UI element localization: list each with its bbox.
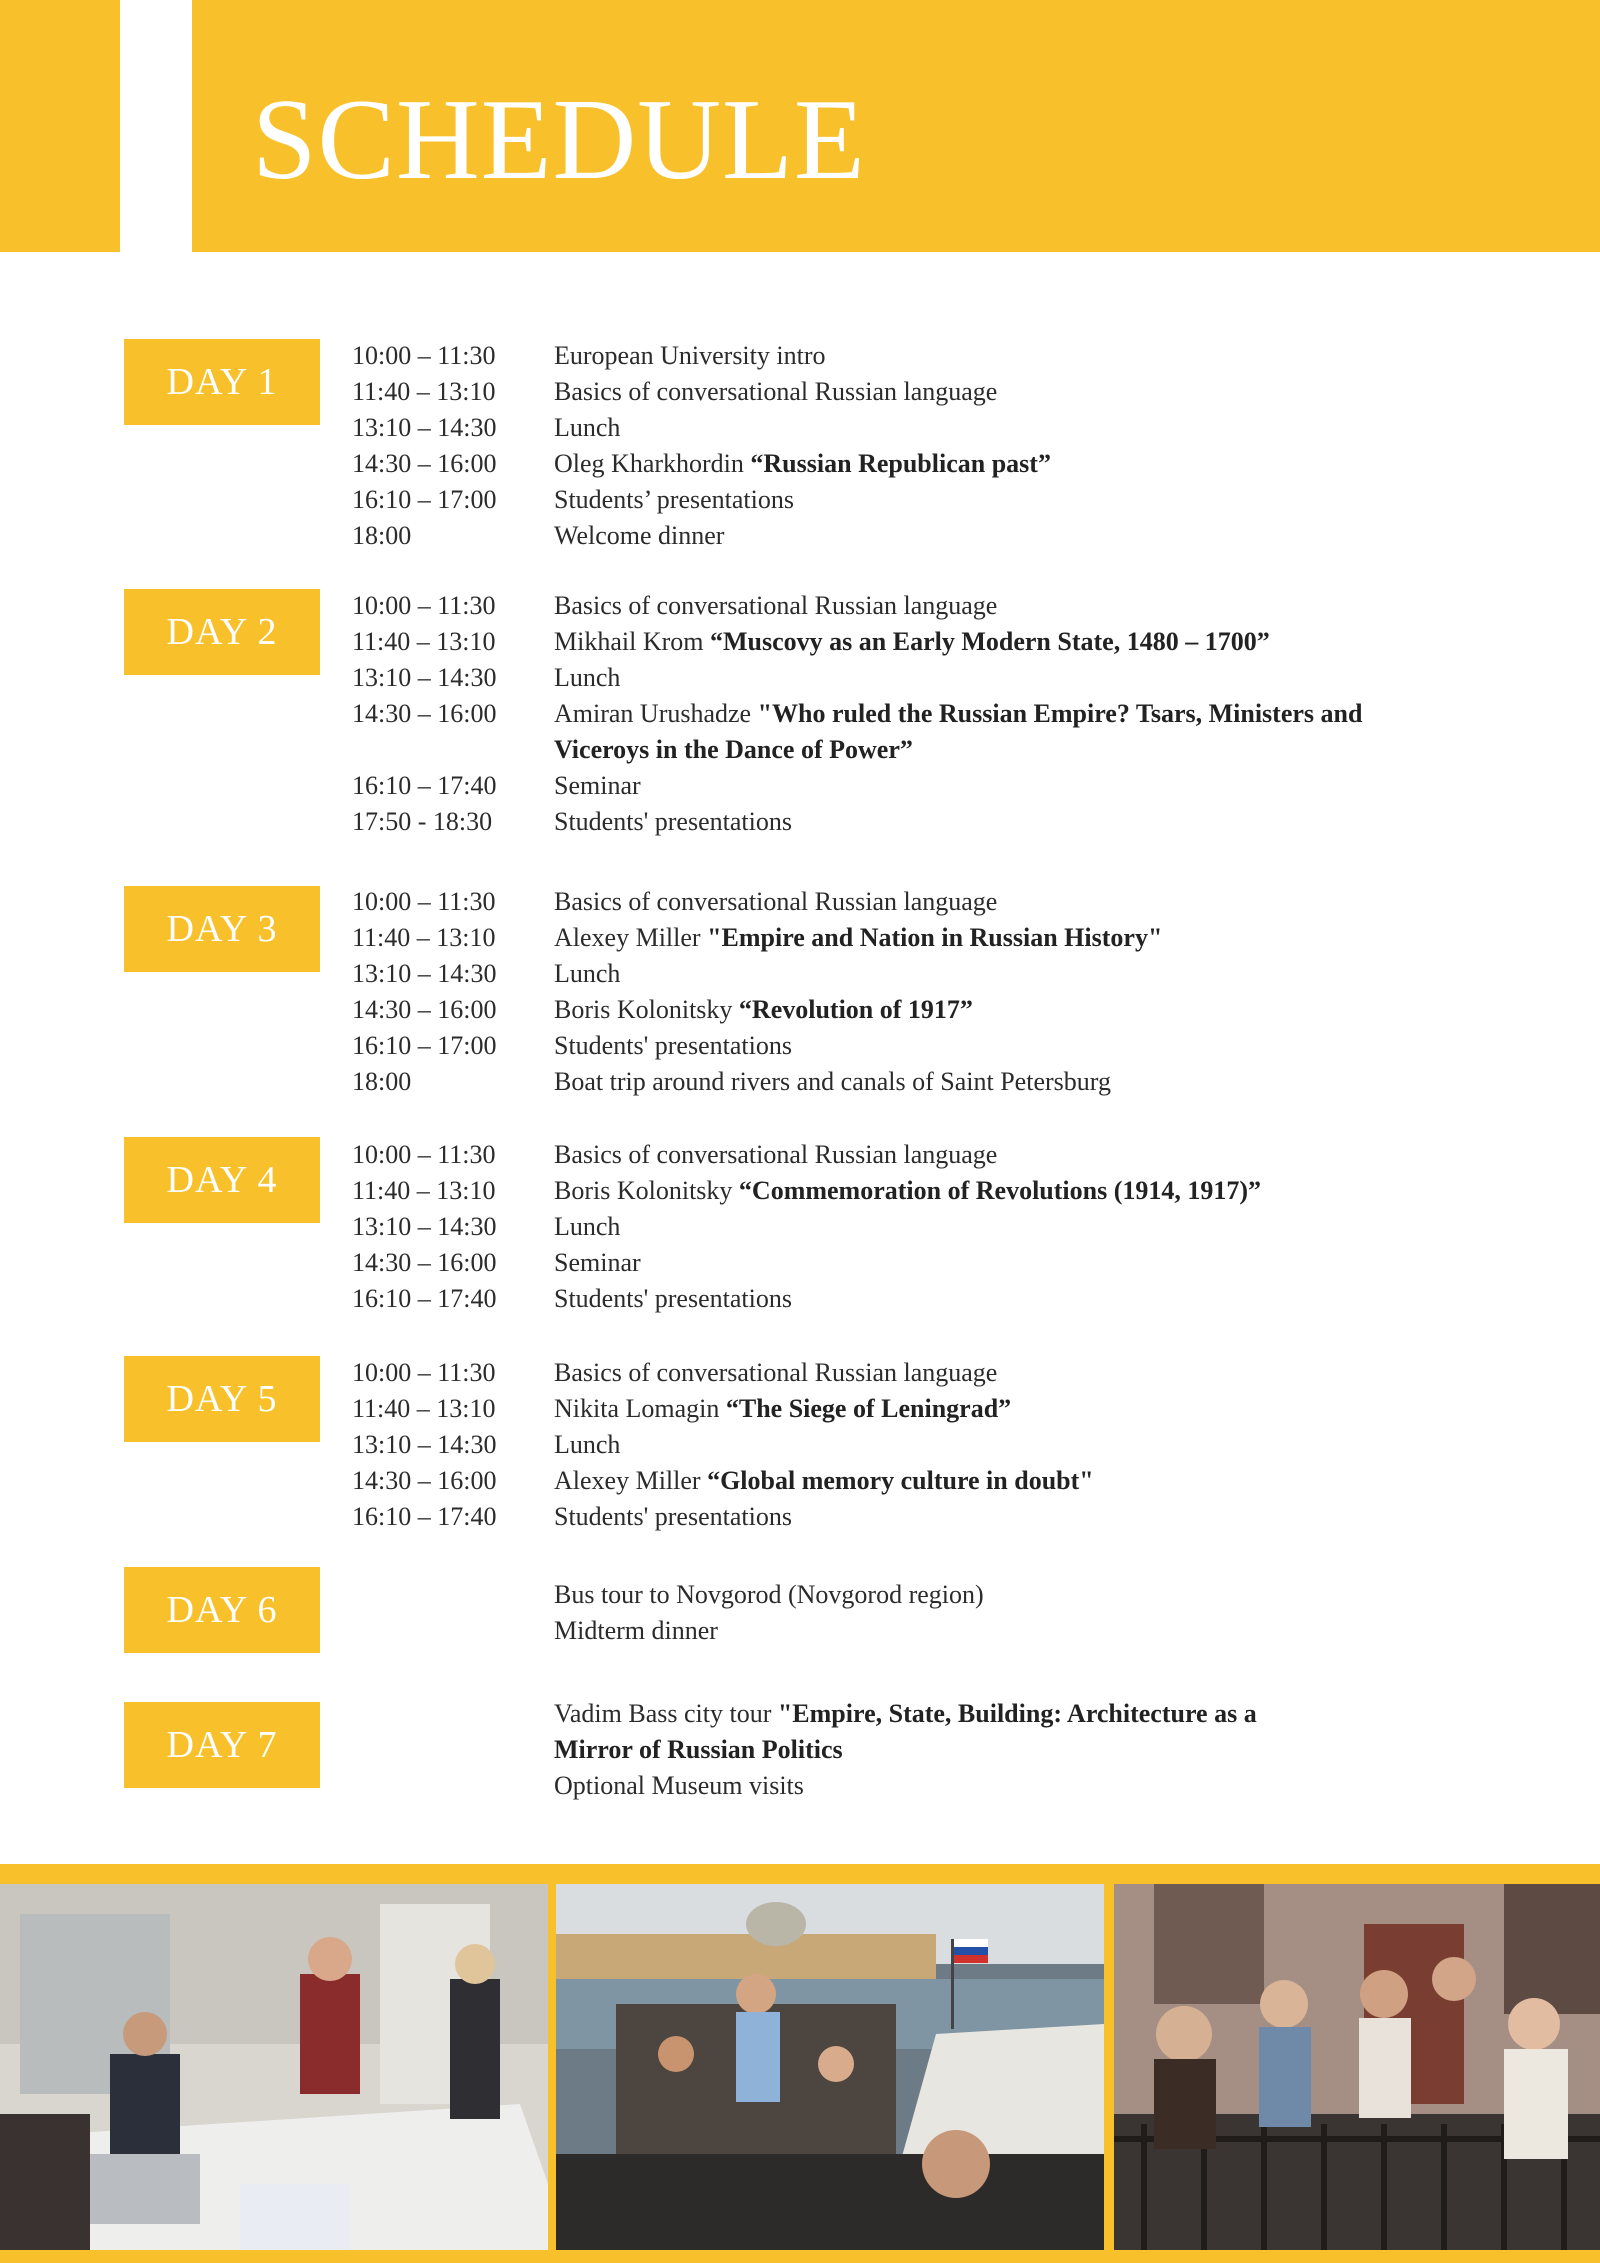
activity: Alexey Miller "Empire and Nation in Russian History" bbox=[554, 923, 1163, 952]
lecture-title: “Revolution of 1917” bbox=[738, 995, 973, 1024]
lecture-title: “The Siege of Leningrad” bbox=[725, 1394, 1012, 1423]
header-accent-bar bbox=[0, 0, 120, 252]
activity: Seminar bbox=[554, 771, 641, 800]
day-6-badge: DAY 6 bbox=[124, 1567, 320, 1653]
activity: Nikita Lomagin “The Siege of Leningrad” bbox=[554, 1394, 1012, 1423]
activity: Basics of conversational Russian language bbox=[554, 1140, 998, 1169]
activity: Basics of conversational Russian language bbox=[554, 591, 998, 620]
activity: Lunch bbox=[554, 959, 621, 988]
time-slot: 18:00 bbox=[352, 1067, 412, 1096]
time-slot: 11:40 – 13:10 bbox=[352, 923, 496, 952]
time-slot: 13:10 – 14:30 bbox=[352, 1212, 497, 1241]
time-slot: 16:10 – 17:40 bbox=[352, 771, 497, 800]
time-slot: 18:00 bbox=[352, 521, 412, 550]
activity: Boris Kolonitsky “Commemoration of Revolutions (1914, 1917)” bbox=[554, 1176, 1262, 1205]
lecture-title: "Who ruled the Russian Empire? Tsars, Ministers and Viceroys in the Dance of Power” bbox=[554, 699, 1363, 764]
day-3-badge: DAY 3 bbox=[124, 886, 320, 972]
time-slot: 10:00 – 11:30 bbox=[352, 591, 496, 620]
activity: Lunch bbox=[554, 1212, 621, 1241]
activity: Students' presentations bbox=[554, 807, 792, 836]
lecture-title: "Empire, State, Building: Architecture as a Mirror of Russian Politics bbox=[554, 1699, 1257, 1764]
time-slot: 13:10 – 14:30 bbox=[352, 663, 497, 692]
activity: Basics of conversational Russian language bbox=[554, 377, 998, 406]
activity: Alexey Miller “Global memory culture in doubt" bbox=[554, 1466, 1094, 1495]
time-slot: 11:40 – 13:10 bbox=[352, 1394, 496, 1423]
photo-classroom bbox=[0, 1884, 548, 2250]
activity: Welcome dinner bbox=[554, 521, 725, 550]
time-slot: 11:40 – 13:10 bbox=[352, 377, 496, 406]
activity: Basics of conversational Russian language bbox=[554, 887, 998, 916]
time-slot: 14:30 – 16:00 bbox=[352, 449, 497, 478]
activity: Vadim Bass city tour "Empire, State, Building: Architecture as a Mirror of Russian Politics bbox=[554, 1699, 1257, 1764]
day-7-badge: DAY 7 bbox=[124, 1702, 320, 1788]
activity: Students' presentations bbox=[554, 1031, 792, 1060]
activity: European University intro bbox=[554, 341, 826, 370]
time-slot: 16:10 – 17:00 bbox=[352, 485, 497, 514]
lecture-title: “Muscovy as an Early Modern State, 1480 – 1700” bbox=[710, 627, 1270, 656]
time-slot: 13:10 – 14:30 bbox=[352, 413, 497, 442]
activity: Optional Museum visits bbox=[554, 1771, 804, 1800]
activity: Amiran Urushadze "Who ruled the Russian Empire? Tsars, Ministers and Viceroys in the Dance of Power” bbox=[554, 699, 1363, 764]
header-banner bbox=[192, 0, 1600, 252]
activity: Students’ presentations bbox=[554, 485, 794, 514]
activity: Boat trip around rivers and canals of Saint Petersburg bbox=[554, 1067, 1111, 1096]
lecture-title: “Commemoration of Revolutions (1914, 1917)” bbox=[738, 1176, 1262, 1205]
time-slot: 14:30 – 16:00 bbox=[352, 699, 497, 728]
page-title: SCHEDULE bbox=[252, 76, 866, 204]
day-4-badge: DAY 4 bbox=[124, 1137, 320, 1223]
time-slot: 10:00 – 11:30 bbox=[352, 1358, 496, 1387]
time-slot: 16:10 – 17:00 bbox=[352, 1031, 497, 1060]
activity: Mikhail Krom “Muscovy as an Early Modern State, 1480 – 1700” bbox=[554, 627, 1270, 656]
day-2-badge: DAY 2 bbox=[124, 589, 320, 675]
activity: Basics of conversational Russian language bbox=[554, 1358, 998, 1387]
activity: Seminar bbox=[554, 1248, 641, 1277]
activity: Lunch bbox=[554, 413, 621, 442]
time-slot: 14:30 – 16:00 bbox=[352, 1466, 497, 1495]
activity: Lunch bbox=[554, 663, 621, 692]
activity: Bus tour to Novgorod (Novgorod region) bbox=[554, 1580, 984, 1609]
time-slot: 14:30 – 16:00 bbox=[352, 995, 497, 1024]
photo-city-tour bbox=[1114, 1884, 1600, 2250]
time-slot: 13:10 – 14:30 bbox=[352, 1430, 497, 1459]
day-1-badge: DAY 1 bbox=[124, 339, 320, 425]
activity: Midterm dinner bbox=[554, 1616, 718, 1645]
time-slot: 16:10 – 17:40 bbox=[352, 1502, 497, 1531]
activity: Boris Kolonitsky “Revolution of 1917” bbox=[554, 995, 973, 1024]
time-slot: 17:50 - 18:30 bbox=[352, 807, 493, 836]
time-slot: 10:00 – 11:30 bbox=[352, 341, 496, 370]
time-slot: 16:10 – 17:40 bbox=[352, 1284, 497, 1313]
time-slot: 14:30 – 16:00 bbox=[352, 1248, 497, 1277]
activity: Lunch bbox=[554, 1430, 621, 1459]
lecture-title: "Empire and Nation in Russian History" bbox=[707, 923, 1163, 952]
activity: Oleg Kharkhordin “Russian Republican past” bbox=[554, 449, 1051, 478]
lecture-title: “Russian Republican past” bbox=[750, 449, 1051, 478]
time-slot: 11:40 – 13:10 bbox=[352, 1176, 496, 1205]
photo-boat-trip bbox=[556, 1884, 1104, 2250]
activity: Students' presentations bbox=[554, 1502, 792, 1531]
time-slot: 11:40 – 13:10 bbox=[352, 627, 496, 656]
activity: Students' presentations bbox=[554, 1284, 792, 1313]
time-slot: 10:00 – 11:30 bbox=[352, 887, 496, 916]
time-slot: 13:10 – 14:30 bbox=[352, 959, 497, 988]
lecture-title: “Global memory culture in doubt" bbox=[707, 1466, 1094, 1495]
day-5-badge: DAY 5 bbox=[124, 1356, 320, 1442]
time-slot: 10:00 – 11:30 bbox=[352, 1140, 496, 1169]
